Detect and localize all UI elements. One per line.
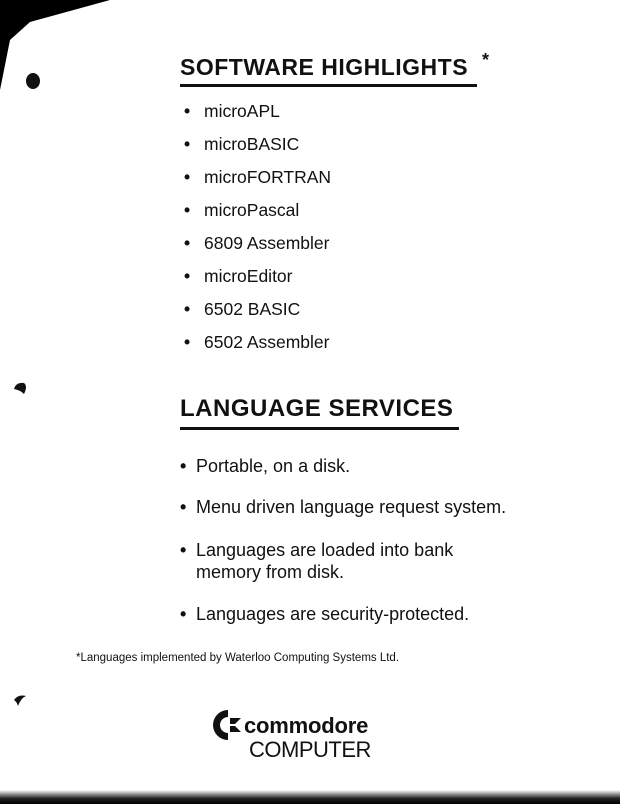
- bullet: •: [180, 540, 187, 560]
- list-item-text: Languages are loaded into bank memory from disk.: [196, 540, 454, 582]
- commodore-logo: [212, 704, 412, 764]
- page-bottom-edge: [0, 790, 620, 804]
- page-corner-shadow: [0, 0, 120, 90]
- list-item-text: Languages are security-protected.: [196, 604, 470, 624]
- bullet: •: [184, 233, 191, 253]
- list-item-text: microBASIC: [204, 134, 300, 154]
- software-highlights-heading: [180, 50, 490, 87]
- list-item-text: microPascal: [204, 200, 300, 220]
- list-item-text: Portable, on a disk.: [196, 456, 351, 476]
- bullet: •: [184, 134, 191, 154]
- bullet: •: [184, 299, 191, 319]
- logo-wordmark: commodore: [244, 713, 369, 738]
- list-item-text: microEditor: [204, 266, 293, 286]
- bullet: •: [184, 167, 191, 187]
- logo-subtitle: COMPUTER: [249, 737, 371, 762]
- list-item-text: Menu driven language request system.: [196, 497, 507, 517]
- language-services-title: LANGUAGE SERVICES: [180, 395, 454, 422]
- punch-hole-icon: [12, 380, 30, 398]
- punch-hole-icon: [12, 692, 30, 710]
- language-services-heading: [180, 395, 459, 430]
- bullet: •: [184, 332, 191, 352]
- footnote-asterisk: *: [482, 50, 490, 70]
- software-highlights-title: SOFTWARE HIGHLIGHTS: [180, 54, 469, 80]
- list-item-text: 6502 Assembler: [204, 332, 330, 352]
- list-item-text: 6809 Assembler: [204, 233, 330, 253]
- footnote: *Languages implemented by Waterloo Computing Systems Ltd.: [76, 652, 400, 664]
- bullet: •: [180, 604, 187, 624]
- commodore-chicken-head-icon: [212, 708, 242, 742]
- list-item-text: 6502 BASIC: [204, 299, 301, 319]
- list-item-text: microAPL: [204, 101, 280, 121]
- bullet: •: [180, 456, 187, 476]
- bullet: •: [180, 497, 187, 517]
- list-item-text: microFORTRAN: [204, 167, 332, 187]
- bullet: •: [184, 200, 191, 220]
- bullet: •: [184, 101, 191, 121]
- punch-hole-icon: [24, 72, 42, 90]
- bullet: •: [184, 266, 191, 286]
